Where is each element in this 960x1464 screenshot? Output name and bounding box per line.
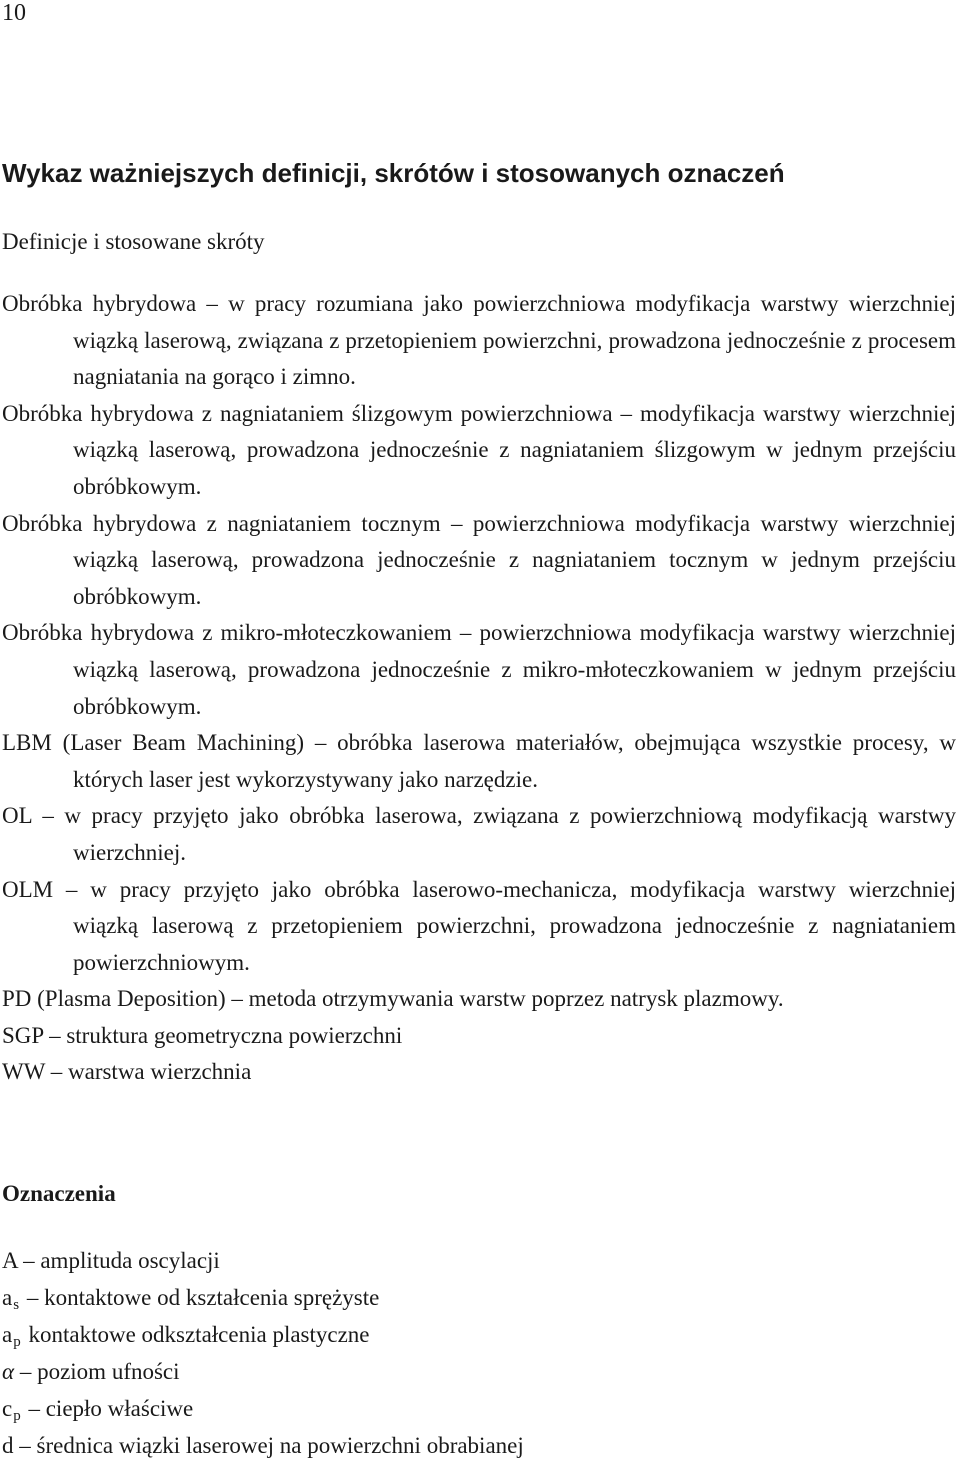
symbol-item [2, 1243, 956, 1280]
definition-item: OLM – w pracy przyjęto jako obróbka laserowo-mechanicza, modyfikacja warstwy wierzchniej wiązką laserową z przetopieniem powierzchni, prowadzona jednocześnie z nagniataniem powierzchniowym. [2, 876, 956, 975]
symbols-list [2, 1243, 956, 1464]
symbol-item [2, 1391, 956, 1428]
definition-item: Obróbka hybrydowa z mikro-młoteczkowaniem – powierzchniowa modyfikacja warstwy wierzchniej wiązką laserową, prowadzona jednocześnie z mikro-młoteczkowaniem w jednym przejściu obróbkowym. [2, 620, 956, 719]
page-title: Wykaz ważniejszych definicji, skrótów i stosowanych oznaczeń [2, 158, 785, 188]
symbol-base: a [2, 1321, 13, 1347]
symbol-item [2, 1354, 956, 1391]
symbol-description: – ciepło właściwe [28, 1395, 194, 1421]
definition-item: LBM (Laser Beam Machining) – obróbka laserowa materiałów, obejmująca wszystkie procesy, w których laser jest wykorzystywany jako narzędzie. [2, 730, 956, 792]
definition-item: SGP – struktura geometryczna powierzchni [2, 1022, 403, 1048]
symbol-item [2, 1428, 956, 1464]
symbol-item [2, 1317, 956, 1354]
definitions-heading: Definicje i stosowane skróty [2, 229, 265, 254]
symbol-subscript: p [13, 1333, 21, 1350]
symbol-subscript: p [13, 1407, 21, 1424]
definition-item: WW – warstwa wierzchnia [2, 1059, 252, 1085]
symbol-description: – poziom ufności [19, 1358, 180, 1384]
symbol-base: d [2, 1432, 14, 1458]
symbol-item [2, 1280, 956, 1317]
page-number: 10 [2, 0, 26, 26]
symbol-base: A [2, 1248, 18, 1273]
symbols-heading: Oznaczenia [2, 1181, 116, 1206]
definition-item: OL – w pracy przyjęto jako obróbka laserowa, związana z powierzchniową modyfikacją warstwy wierzchniej. [2, 803, 956, 865]
symbol-subscript: s [13, 1296, 20, 1313]
definition-item: Obróbka hybrydowa – w pracy rozumiana jako powierzchniowa modyfikacja warstwy wierzchniej wiązką laserową, związana z przetopieniem powierzchni, prowadzona jednocześnie z procesem nagniatania na gorąco i zimno. [2, 291, 956, 390]
symbol-base: c [2, 1395, 13, 1421]
symbol-description: – kontaktowe od kształcenia sprężyste [26, 1284, 380, 1310]
definition-item: PD (Plasma Deposition) – metoda otrzymywania warstw poprzez natrysk plazmowy. [2, 986, 784, 1012]
symbol-base: α [2, 1358, 15, 1384]
definitions-list [2, 286, 956, 1091]
definition-item: Obróbka hybrydowa z nagniataniem ślizgowym powierzchniowa – modyfikacja warstwy wierzchniej wiązką laserową, prowadzona jednocześnie z nagniataniem ślizgowym w jednym przejściu obróbkowym. [2, 400, 956, 499]
symbol-description: – średnica wiązki laserowej na powierzchni obrabianej [19, 1432, 524, 1458]
symbol-base: a [2, 1284, 13, 1310]
symbol-description: – amplituda oscylacji [23, 1248, 220, 1273]
definition-item: Obróbka hybrydowa z nagniataniem tocznym – powierzchniowa modyfikacja warstwy wierzchniej wiązką laserową, prowadzona jednocześnie z nagniataniem tocznym w jednym przejściu obróbkowym. [2, 510, 956, 609]
symbol-description: kontaktowe odkształcenia plastyczne [28, 1321, 370, 1347]
